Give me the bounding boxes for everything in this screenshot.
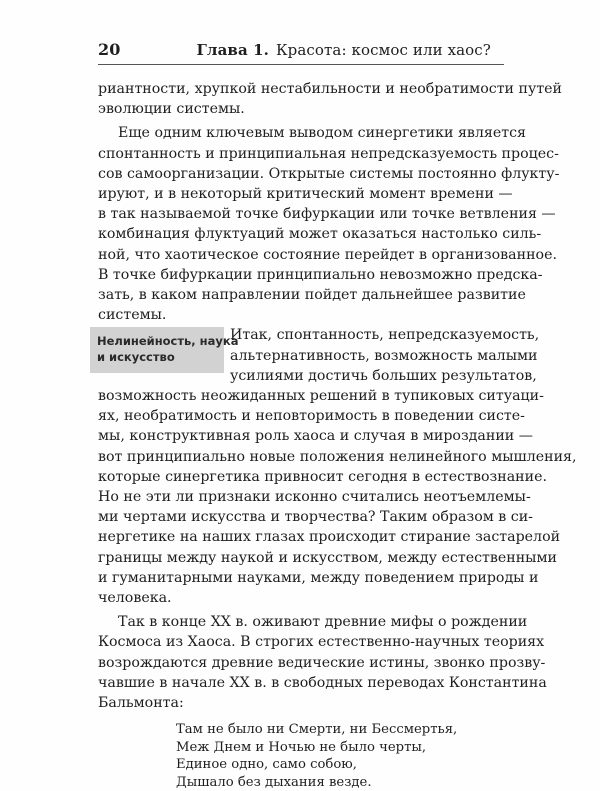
- text-line: нергетике на наших глазах происходит стирание застарелой: [98, 529, 561, 546]
- text-line: Так в конце XX в. оживают древние мифы о рождении: [118, 614, 528, 631]
- text-line: человека.: [98, 590, 172, 606]
- text-line: риантности, хрупкой нестабильности и необратимости путей: [98, 81, 563, 97]
- text-line: возможность неожиданных решений в тупиковых ситуаци-: [98, 388, 544, 404]
- text-line: вот принципиально новые положения нелинейного мышления,: [98, 448, 577, 465]
- text-line: Бальмонта:: [98, 695, 184, 711]
- text-line: ях, необратимость и неповторимость в поведении систе-: [98, 408, 525, 425]
- text-line: Космоса из Хаоса. В строгих естественно-научных теориях: [98, 634, 545, 651]
- text-line: эволюции системы.: [98, 101, 245, 118]
- text-line: зать, в каком направлении пойдет дальнейшее развитие: [98, 287, 526, 303]
- text-line: мы, конструктивная роль хаоса и случая в мироздании —: [98, 428, 533, 445]
- text-line: которые синергетика привносит сегодня в естествознание.: [98, 468, 547, 485]
- text-line: Еще одним ключевым выводом синергетики является: [118, 125, 526, 142]
- header-rule: [98, 64, 504, 65]
- text-line: Итак, спонтанность, непредсказуемость,: [230, 327, 540, 344]
- text-line: альтернативность, возможность малыми: [230, 347, 538, 364]
- text-line: сов самоорганизации. Открытые системы постоянно флукту-: [98, 165, 560, 182]
- chapter-label: Глава 1.: [196, 41, 269, 59]
- poem-line: Там не было ни Смерти, ни Бессмертья,: [176, 722, 458, 738]
- running-header: [98, 40, 504, 59]
- poem: [176, 721, 457, 791]
- text-line: ми чертами искусства и творчества? Таким образом в си-: [98, 509, 533, 526]
- text-line: чавшие в начале XX в. в свободных переводах Константина: [98, 674, 547, 691]
- poem-line: Единое одно, само собою,: [176, 757, 357, 773]
- text-line: Но не эти ли признаки исконно считались неотъемлемы-: [98, 489, 531, 505]
- chapter-title: Красота: космос или хаос?: [275, 41, 491, 59]
- text-line: и гуманитарными науками, между поведением природы и: [98, 569, 539, 586]
- text-line: ируют, и в некоторый критический момент времени —: [98, 186, 513, 202]
- text-line: границы между наукой и искусством, между естественными: [98, 549, 557, 566]
- text-line: усилиями достичь больших результатов,: [230, 367, 537, 384]
- text-line: ной, что хаотическое состояние перейдет в организованное.: [98, 246, 557, 263]
- margin-note-line: и искусство: [97, 350, 175, 365]
- margin-note-line: Нелинейность, наука: [97, 334, 239, 349]
- text-line: в так называемой точке бифуркации или точке ветвления —: [98, 206, 556, 223]
- text-line: возрождаются древние ведические истины, звонко прозву-: [98, 654, 546, 671]
- text-line: В точке бифуркации принципиально невозможно предска-: [98, 266, 543, 283]
- text-line: системы.: [98, 307, 167, 324]
- text-line: комбинация флуктуаций может оказаться настолько силь-: [98, 226, 542, 243]
- text-line: спонтанность и принципиальная непредсказуемость процес-: [98, 145, 559, 162]
- poem-line: Меж Днем и Ночью не было черты,: [176, 739, 427, 755]
- poem-line: Дышало без дыхания везде.: [176, 774, 372, 790]
- page-number: 20: [98, 40, 121, 59]
- margin-note: [90, 327, 239, 373]
